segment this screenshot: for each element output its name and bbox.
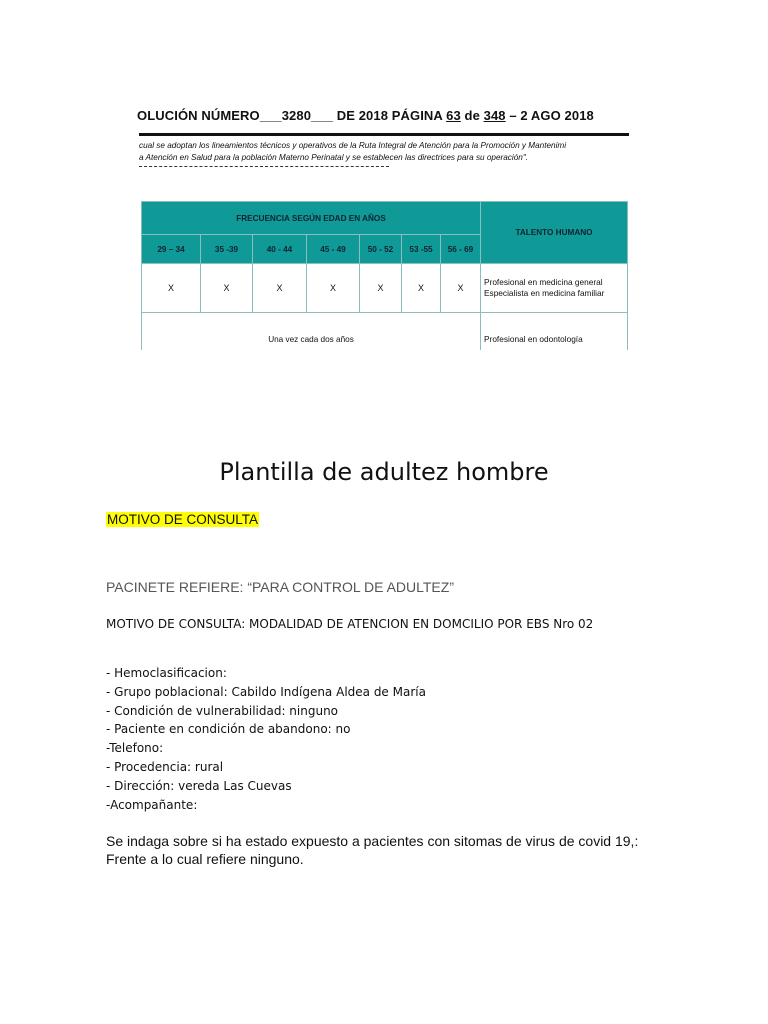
page-title: Plantilla de adultez hombre <box>219 458 549 486</box>
frequency-mark: X <box>402 264 441 313</box>
field-procedencia: - Procedencia: rural <box>106 759 224 774</box>
frequency-table <box>141 201 628 350</box>
frequency-once-every-two-years: Una vez cada dos años <box>142 313 481 351</box>
age-range-header: 53 -55 <box>402 235 441 264</box>
resolution-text <box>139 140 631 164</box>
resolution-header <box>137 108 594 123</box>
patient-fields-list <box>106 664 426 814</box>
age-range-header: 40 - 44 <box>253 235 307 264</box>
frequency-mark: X <box>360 264 402 313</box>
age-range-header: 56 - 69 <box>441 235 481 264</box>
age-range-header: 35 -39 <box>201 235 253 264</box>
section-heading-highlighted: MOTIVO DE CONSULTA <box>107 512 259 527</box>
resolution-header-prefix: OLUCIÓN NÚMERO___3280___ DE 2018 PÁGINA <box>137 108 447 123</box>
field-direccion: - Dirección: vereda Las Cuevas <box>106 778 292 793</box>
professional-name: Especialista en medicina familiar <box>484 288 605 298</box>
age-range-header: 50 - 52 <box>360 235 402 264</box>
frequency-mark: X <box>307 264 360 313</box>
frequency-group-header: FRECUENCIA SEGÚN EDAD EN AÑOS <box>142 202 481 235</box>
field-acompanante: -Acompañante: <box>106 797 198 812</box>
age-range-header: 45 - 49 <box>307 235 360 264</box>
resolution-text-line: cual se adoptan los lineamientos técnicos y operativos de la Ruta Integral de Atención para la Promoción y Mantenimi <box>139 141 567 150</box>
frequency-mark: X <box>253 264 307 313</box>
covid-exposure-paragraph: Se indaga sobre si ha estado expuesto a pacientes con sitomas de virus de covid 19,: Frente a lo cual refiere ninguno. <box>106 833 639 867</box>
field-vulnerabilidad: - Condición de vulnerabilidad: ninguno <box>106 703 339 718</box>
patient-reports: PACINETE REFIERE: “PARA CONTROL DE ADULTEZ” <box>106 579 454 595</box>
talent-header: TALENTO HUMANO <box>481 202 628 264</box>
professional-name: Profesional en medicina general <box>484 277 603 287</box>
professional-cell <box>481 264 628 313</box>
resolution-date: – 2 AGO 2018 <box>505 108 594 123</box>
consult-reason: MOTIVO DE CONSULTA: MODALIDAD DE ATENCION EN DOMCILIO POR EBS Nro 02 <box>106 617 594 631</box>
resolution-total-pages: 348 <box>483 108 506 123</box>
dashed-separator <box>139 166 389 167</box>
frequency-mark: X <box>201 264 253 313</box>
field-hemoclasificacion: - Hemoclasificacion: <box>106 666 227 680</box>
frequency-mark: X <box>441 264 481 313</box>
frequency-mark: X <box>142 264 201 313</box>
age-range-header: 29 – 34 <box>142 235 201 264</box>
resolution-excerpt-image <box>137 100 631 350</box>
professional-dentistry: Profesional en odontología <box>481 313 628 351</box>
resolution-of: de <box>460 108 484 123</box>
field-telefono: -Telefono: <box>106 741 164 756</box>
resolution-text-line: a Atención en Salud para la población Materno Perinatal y se establecen las directrices para su operación". <box>139 153 529 162</box>
field-abandono: - Paciente en condición de abandono: no <box>106 722 351 737</box>
resolution-page-number: 63 <box>446 108 461 123</box>
field-grupo-poblacional: - Grupo poblacional: Cabildo Indígena Aldea de María <box>106 684 426 699</box>
resolution-divider <box>139 133 629 136</box>
